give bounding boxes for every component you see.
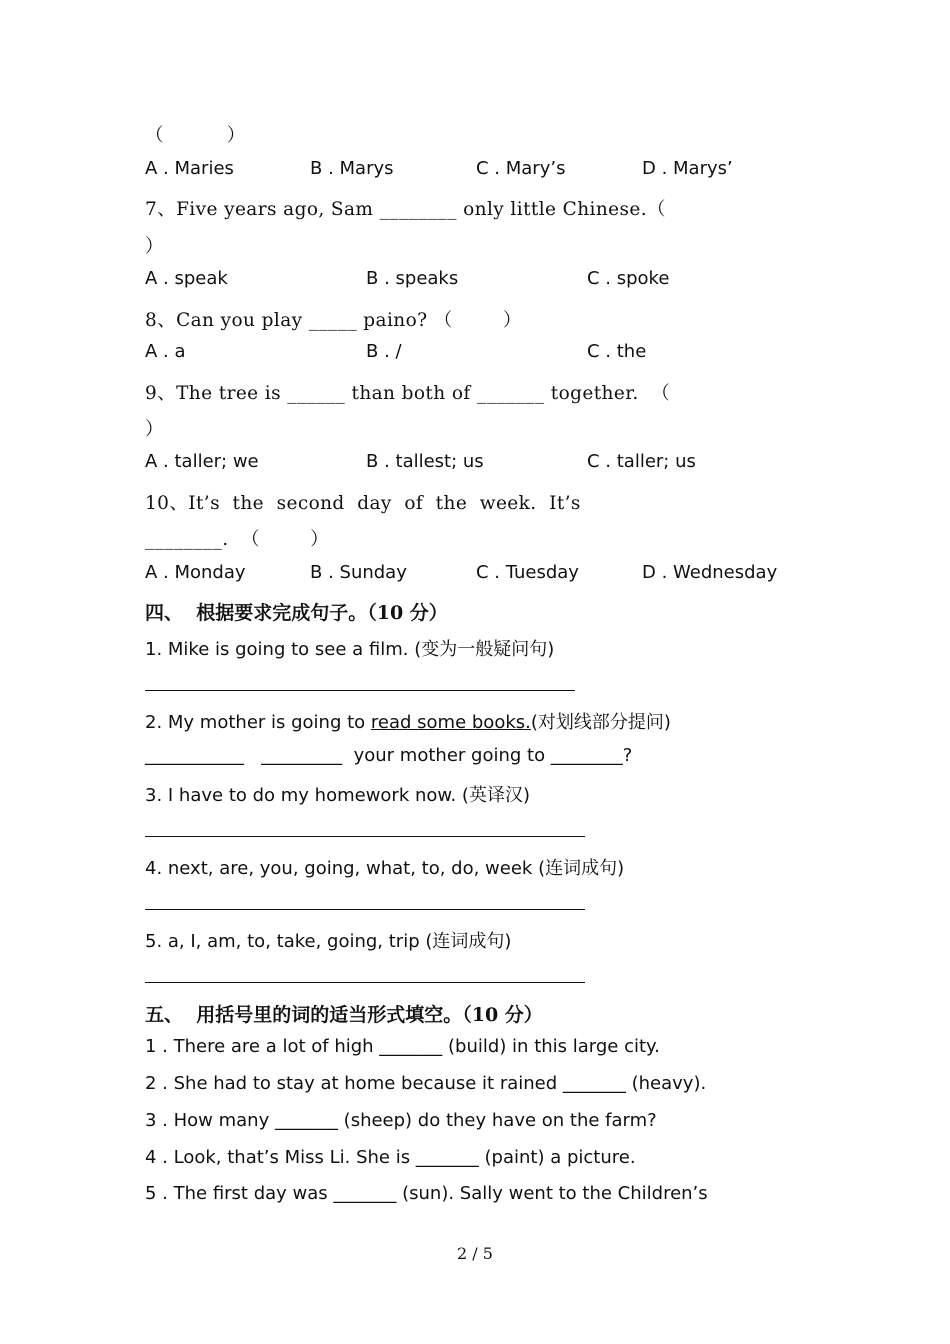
q10-stem: 10、It’s the second day of the week. It’s: [145, 493, 581, 514]
q8-option-a: A . a: [145, 341, 186, 362]
s5-item-4: 4 . Look, that’s Miss Li. She is _______ (paint) a picture.: [145, 1147, 636, 1168]
s4-item-4-answer-line: [145, 909, 585, 910]
q9-option-c: C . taller; us: [587, 451, 696, 472]
section-4-title: 四、 根据要求完成句子。（10 分）: [145, 602, 448, 624]
s5-item-2: 2 . She had to stay at home because it rained _______ (heavy).: [145, 1073, 707, 1094]
s5-item-3: 3 . How many _______ (sheep) do they have on the farm?: [145, 1110, 657, 1131]
s4-item-3-answer-line: [145, 836, 585, 837]
s4-item-1-answer-line: [145, 690, 575, 691]
q6-answer-bracket: （ ）: [145, 125, 246, 146]
q6-option-c: C . Mary’s: [476, 158, 566, 179]
q9-option-b: B . tallest; us: [366, 451, 484, 472]
q10-option-c: C . Tuesday: [476, 562, 579, 583]
q6-option-b: B . Marys: [310, 158, 394, 179]
s5-item-1: 1 . There are a lot of high _______ (build) in this large city.: [145, 1036, 660, 1057]
s4-item-2-instruction: (对划线部分提问): [530, 712, 671, 733]
q8-stem: 8、Can you play _____ paino? （ ）: [145, 310, 522, 331]
q6-option-a: A . Maries: [145, 158, 234, 179]
page-number: 2 / 5: [457, 1244, 493, 1263]
q6-option-d: D . Marys’: [642, 158, 733, 179]
q7-option-c: C . spoke: [587, 268, 670, 289]
s5-item-5: 5 . The first day was _______ (sun). Sally went to the Children’s: [145, 1183, 708, 1204]
q8-option-b: B . /: [366, 341, 402, 362]
q8-option-c: C . the: [587, 341, 647, 362]
q10-option-a: A . Monday: [145, 562, 246, 583]
q7-option-b: B . speaks: [366, 268, 459, 289]
s4-item-2-underlined-phrase: read some books.: [370, 712, 531, 733]
s4-item-1: 1. Mike is going to see a film. (变为一般疑问句): [145, 639, 555, 660]
q9-stem: 9、The tree is ______ than both of _______ together. （: [145, 383, 671, 404]
q7-stem-continued: ）: [145, 236, 164, 257]
q10-stem-continued: ________. （ ）: [145, 529, 330, 550]
q9-stem-continued: ）: [145, 419, 164, 440]
q10-option-d: D . Wednesday: [642, 562, 778, 583]
s4-item-2-answer: ___________ _________ your mother going to ________?: [145, 745, 633, 766]
s4-item-2-prefix: 2. My mother is going to: [145, 712, 371, 733]
q9-option-a: A . taller; we: [145, 451, 259, 472]
q7-stem: 7、Five years ago, Sam ________ only little Chinese.（: [145, 199, 666, 220]
s4-item-5-answer-line: [145, 982, 585, 983]
q10-option-b: B . Sunday: [310, 562, 407, 583]
s4-item-5: 5. a, I, am, to, take, going, trip (连词成句): [145, 931, 512, 952]
s4-item-2: [145, 708, 671, 734]
s4-item-3: 3. I have to do my homework now. (英译汉): [145, 785, 530, 806]
q7-option-a: A . speak: [145, 268, 228, 289]
section-5-title: 五、 用括号里的词的适当形式填空。（10 分）: [145, 1004, 543, 1026]
s4-item-4: 4. next, are, you, going, what, to, do, week (连词成句): [145, 858, 625, 879]
